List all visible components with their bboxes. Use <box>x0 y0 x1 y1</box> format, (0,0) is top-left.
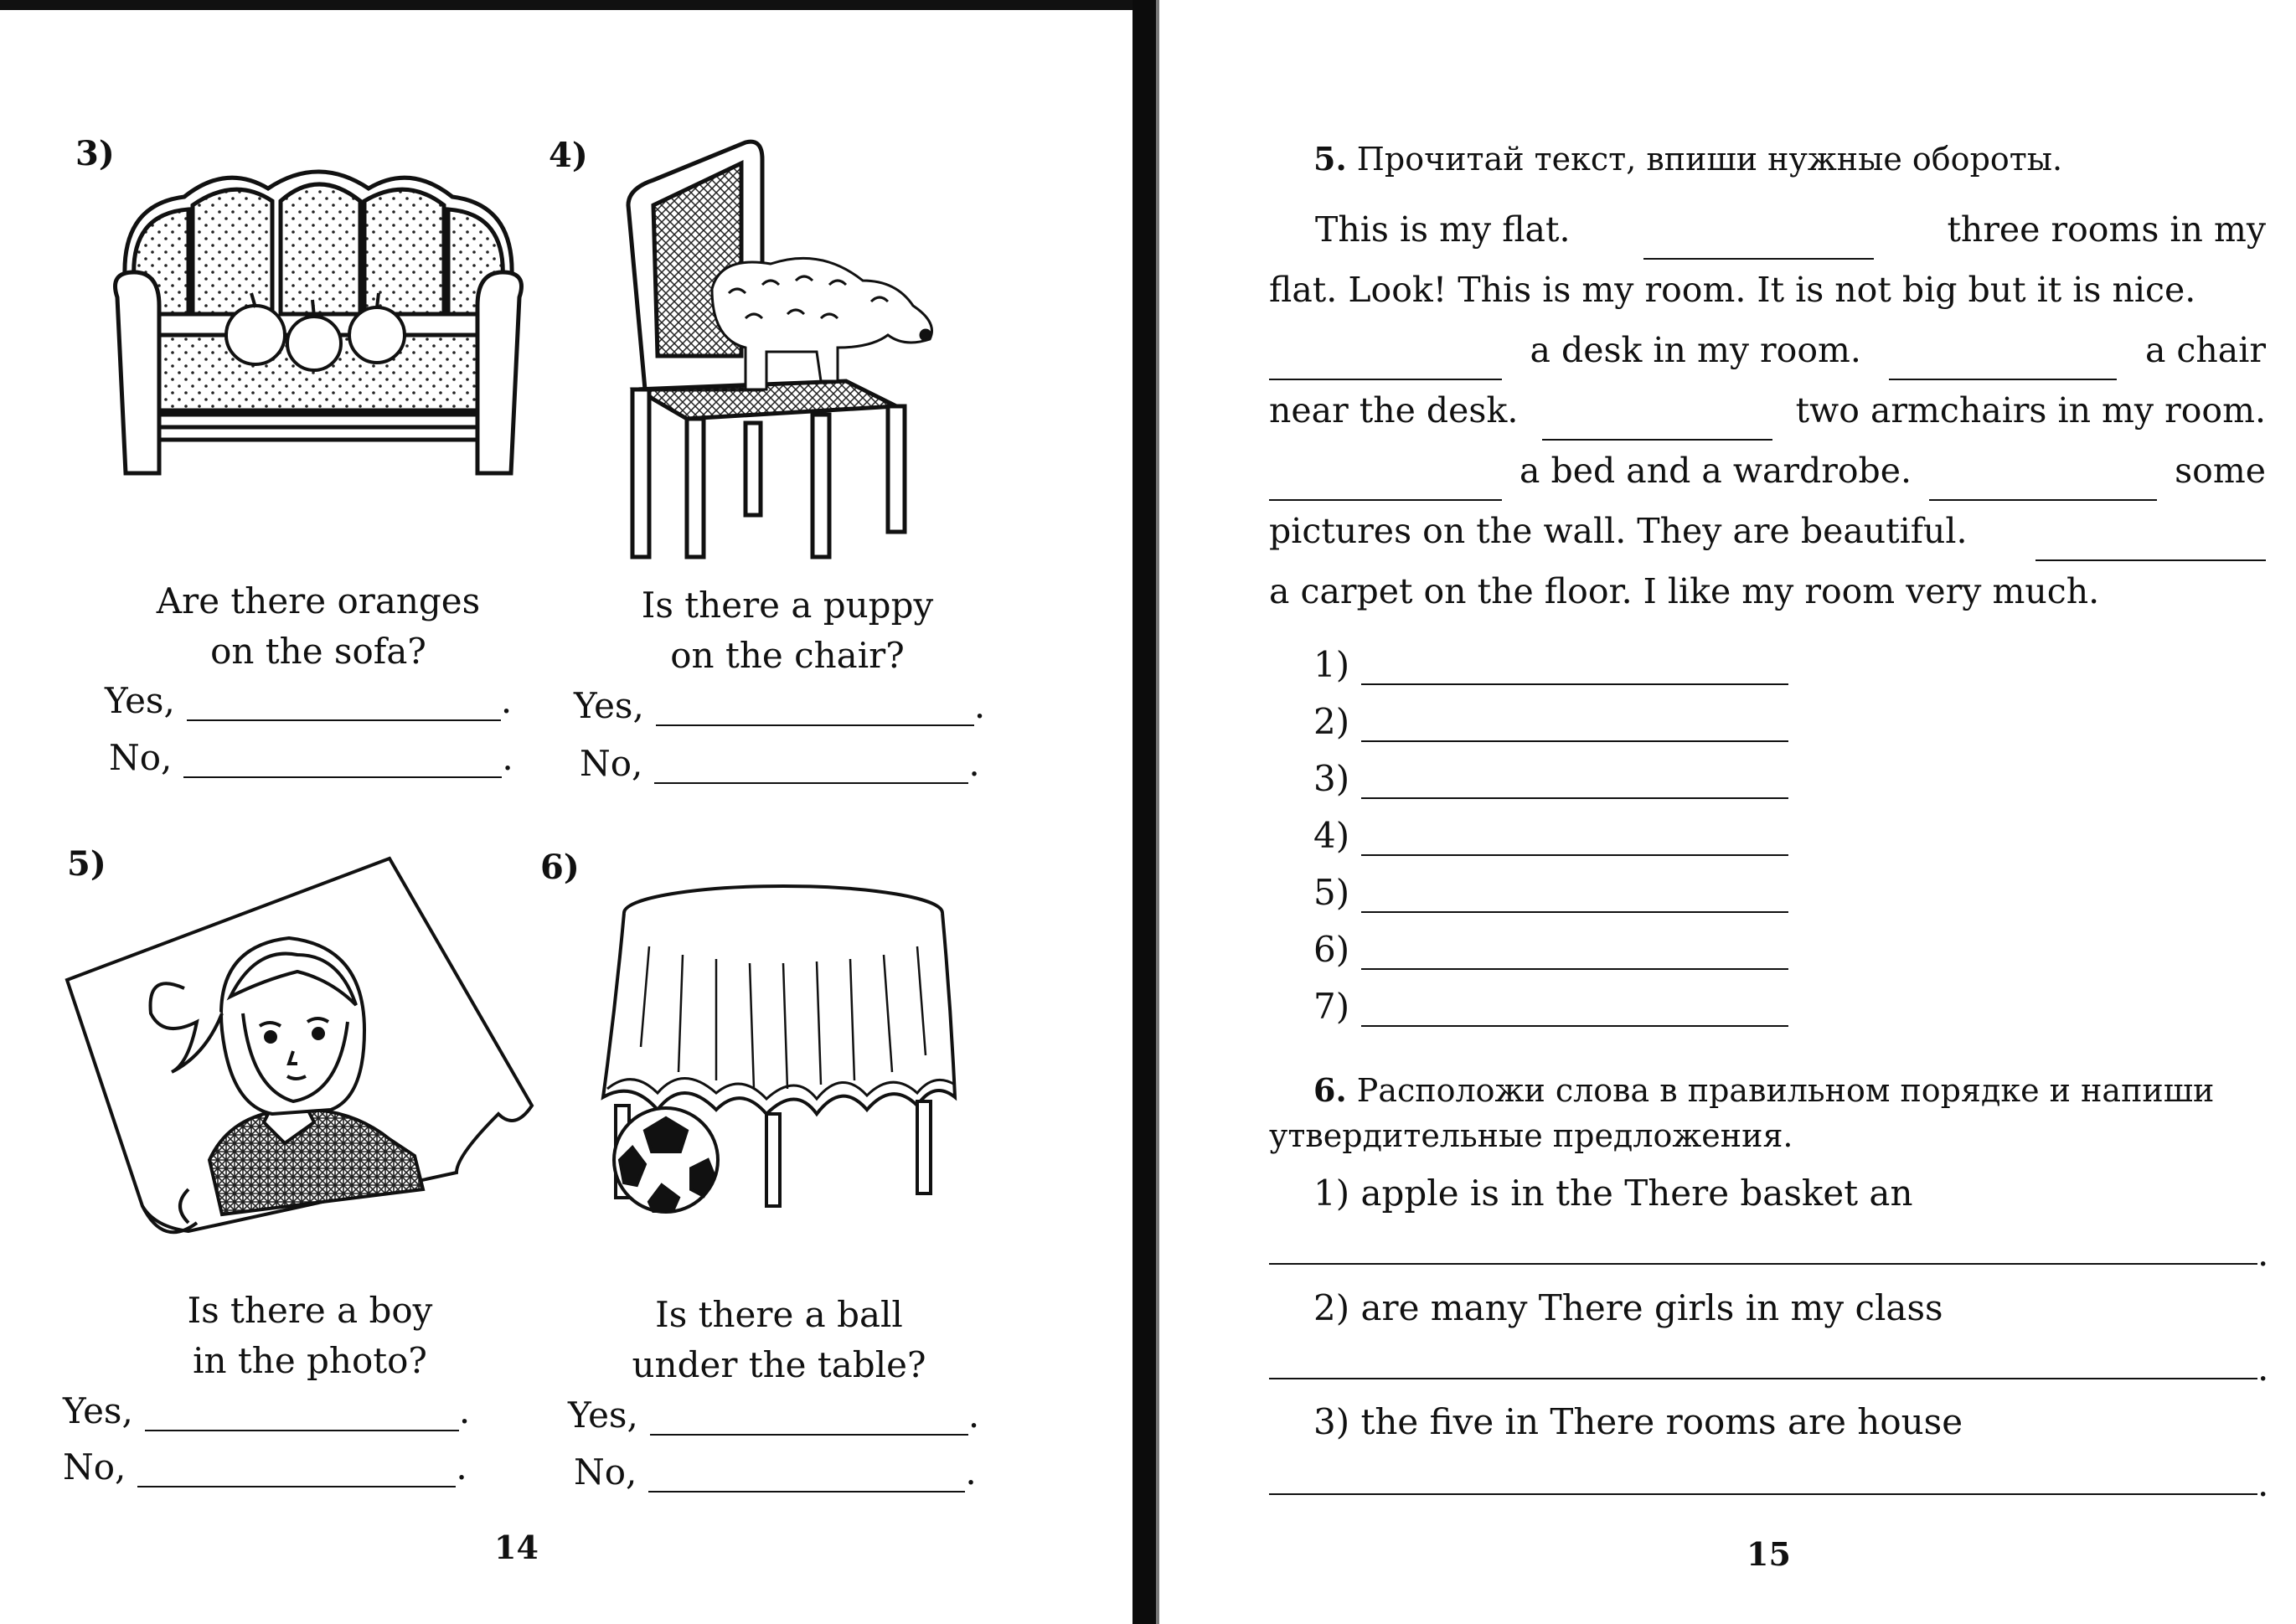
answer-row <box>1313 856 1788 913</box>
text-segment: three rooms in my <box>1947 209 2266 250</box>
ball-under-table-icon <box>599 879 959 1240</box>
answer-blank[interactable] <box>183 741 502 778</box>
answer-row <box>1313 742 1788 799</box>
item-number: 4) <box>549 136 588 175</box>
page-number: 15 <box>1747 1535 1791 1573</box>
text-segment: near the desk. <box>1269 390 1519 430</box>
answer-number: 4) <box>1313 815 1350 856</box>
sentence-answer-line[interactable] <box>1269 1263 2257 1265</box>
answer-blank[interactable] <box>1361 764 1788 799</box>
text-line <box>1269 199 2266 260</box>
yes-label: Yes, <box>105 680 175 721</box>
yes-label: Yes, <box>574 685 644 726</box>
answer-row <box>1313 799 1788 856</box>
question-line: Is there a puppy <box>641 585 934 626</box>
item-number: 3) <box>75 134 115 173</box>
fill-blank[interactable] <box>1643 224 1874 260</box>
answer-blank[interactable] <box>656 689 974 726</box>
answer-row <box>1313 628 1788 685</box>
yes-answer-row: Yes, . <box>574 685 986 726</box>
answer-number: 3) <box>1313 758 1350 799</box>
puppy-on-chair-icon <box>620 138 963 561</box>
text-line <box>1269 380 2266 441</box>
answer-blank[interactable] <box>1361 821 1788 856</box>
item-number: 5) <box>67 844 106 884</box>
text-line <box>1269 320 2266 380</box>
yes-answer-row: Yes, . <box>105 680 513 721</box>
answer-blank[interactable] <box>650 1399 968 1436</box>
answer-blank[interactable] <box>1361 992 1788 1027</box>
no-label: No, <box>580 743 643 784</box>
text-line <box>1269 441 2266 501</box>
no-answer-row: No, . <box>109 737 513 778</box>
fill-blank[interactable] <box>1889 345 2117 380</box>
fill-blank[interactable] <box>1542 405 1772 441</box>
item-number: 6) <box>540 848 580 887</box>
left-page <box>0 0 1131 1624</box>
text-segment: flat. Look! This is my room. It is not big but it is nice. <box>1269 270 2196 310</box>
text-segment: a carpet on the floor. I like my room very much. <box>1269 571 2100 611</box>
answer-number: 5) <box>1313 872 1350 913</box>
sentence-answer-line[interactable] <box>1269 1378 2257 1379</box>
no-answer-row: No, . <box>580 743 980 784</box>
fill-blank[interactable] <box>1929 466 2157 501</box>
question-line: under the table? <box>632 1344 926 1385</box>
book-spine-edge <box>1156 0 1159 1624</box>
answer-number: 7) <box>1313 986 1350 1027</box>
answer-number: 1) <box>1313 644 1350 685</box>
no-answer-row: No, . <box>574 1451 977 1493</box>
scrambled-sentence: 2) are many There girls in my class <box>1313 1287 1943 1328</box>
question-line: Are there oranges <box>156 580 481 621</box>
scrambled-sentence: 1) apple is in the There basket an <box>1313 1173 1913 1214</box>
text-line <box>1269 501 2266 561</box>
book-spine <box>1133 0 1156 1624</box>
task5-answer-list <box>1313 628 1788 1027</box>
fill-blank[interactable] <box>1269 466 1502 501</box>
page-number: 14 <box>494 1529 539 1566</box>
fill-blank[interactable] <box>2035 526 2266 561</box>
text-segment: a bed and a wardrobe. <box>1519 451 1912 491</box>
answer-blank[interactable] <box>1361 650 1788 685</box>
question-line: on the chair? <box>670 635 905 676</box>
no-label: No, <box>63 1446 126 1487</box>
text-segment: This is my flat. <box>1315 209 1571 250</box>
question-line: in the photo? <box>193 1340 427 1381</box>
yes-label: Yes, <box>63 1390 133 1431</box>
question-line: on the sofa? <box>210 631 426 672</box>
text-segment: some <box>2175 451 2266 491</box>
girl-photo-icon <box>63 854 540 1240</box>
answer-number: 2) <box>1313 701 1350 742</box>
answer-blank[interactable] <box>145 1395 459 1431</box>
text-segment: a desk in my room. <box>1530 330 1861 370</box>
question-line: Is there a boy <box>187 1290 433 1331</box>
answer-blank[interactable] <box>648 1456 965 1493</box>
task-instruction-text: Прочитай текст, впиши нужные обороты. <box>1356 141 2063 178</box>
task-number: 6. <box>1313 1071 1347 1109</box>
question <box>578 1290 980 1390</box>
sentence-answer-line[interactable] <box>1269 1493 2257 1495</box>
answer-blank[interactable] <box>654 747 968 784</box>
answer-row <box>1313 970 1788 1027</box>
answer-row <box>1313 913 1788 970</box>
answer-row <box>1313 685 1788 742</box>
sofa-with-apples-icon <box>109 155 528 490</box>
text-segment: pictures on the wall. They are beautiful. <box>1269 511 1968 551</box>
task5-text <box>1269 199 2266 621</box>
text-line <box>1269 561 2266 621</box>
question <box>586 580 988 681</box>
text-line <box>1269 260 2266 320</box>
fill-blank[interactable] <box>1269 345 1502 380</box>
task6-instruction-cont <box>1269 1113 2224 1158</box>
yes-label: Yes, <box>568 1395 638 1436</box>
task5-instruction <box>1313 137 2268 182</box>
no-answer-row: No, . <box>63 1446 467 1487</box>
task-number: 5. <box>1313 140 1347 178</box>
no-label: No, <box>109 737 173 778</box>
no-label: No, <box>574 1451 637 1493</box>
yes-answer-row: Yes, . <box>63 1390 471 1431</box>
question <box>117 576 519 677</box>
question <box>109 1286 511 1386</box>
period-mark: . <box>2257 1463 2269 1504</box>
task-instruction-text: Расположи слова в правильном порядке и напиши <box>1356 1072 2215 1109</box>
answer-blank[interactable] <box>187 684 501 721</box>
task-instruction-text: утвердительные предложения. <box>1269 1117 1793 1154</box>
text-segment: a chair <box>2144 330 2266 370</box>
question-line: Is there a ball <box>655 1294 903 1335</box>
answer-blank[interactable] <box>137 1451 456 1487</box>
answer-blank[interactable] <box>1361 935 1788 970</box>
period-mark: . <box>2257 1348 2269 1389</box>
answer-number: 6) <box>1313 929 1350 970</box>
text-segment: two armchairs in my room. <box>1795 390 2266 430</box>
task6-instruction <box>1313 1068 2268 1113</box>
answer-blank[interactable] <box>1361 707 1788 742</box>
scrambled-sentence: 3) the five in There rooms are house <box>1313 1401 1963 1442</box>
period-mark: . <box>2257 1233 2269 1274</box>
answer-blank[interactable] <box>1361 878 1788 913</box>
yes-answer-row: Yes, . <box>568 1395 980 1436</box>
